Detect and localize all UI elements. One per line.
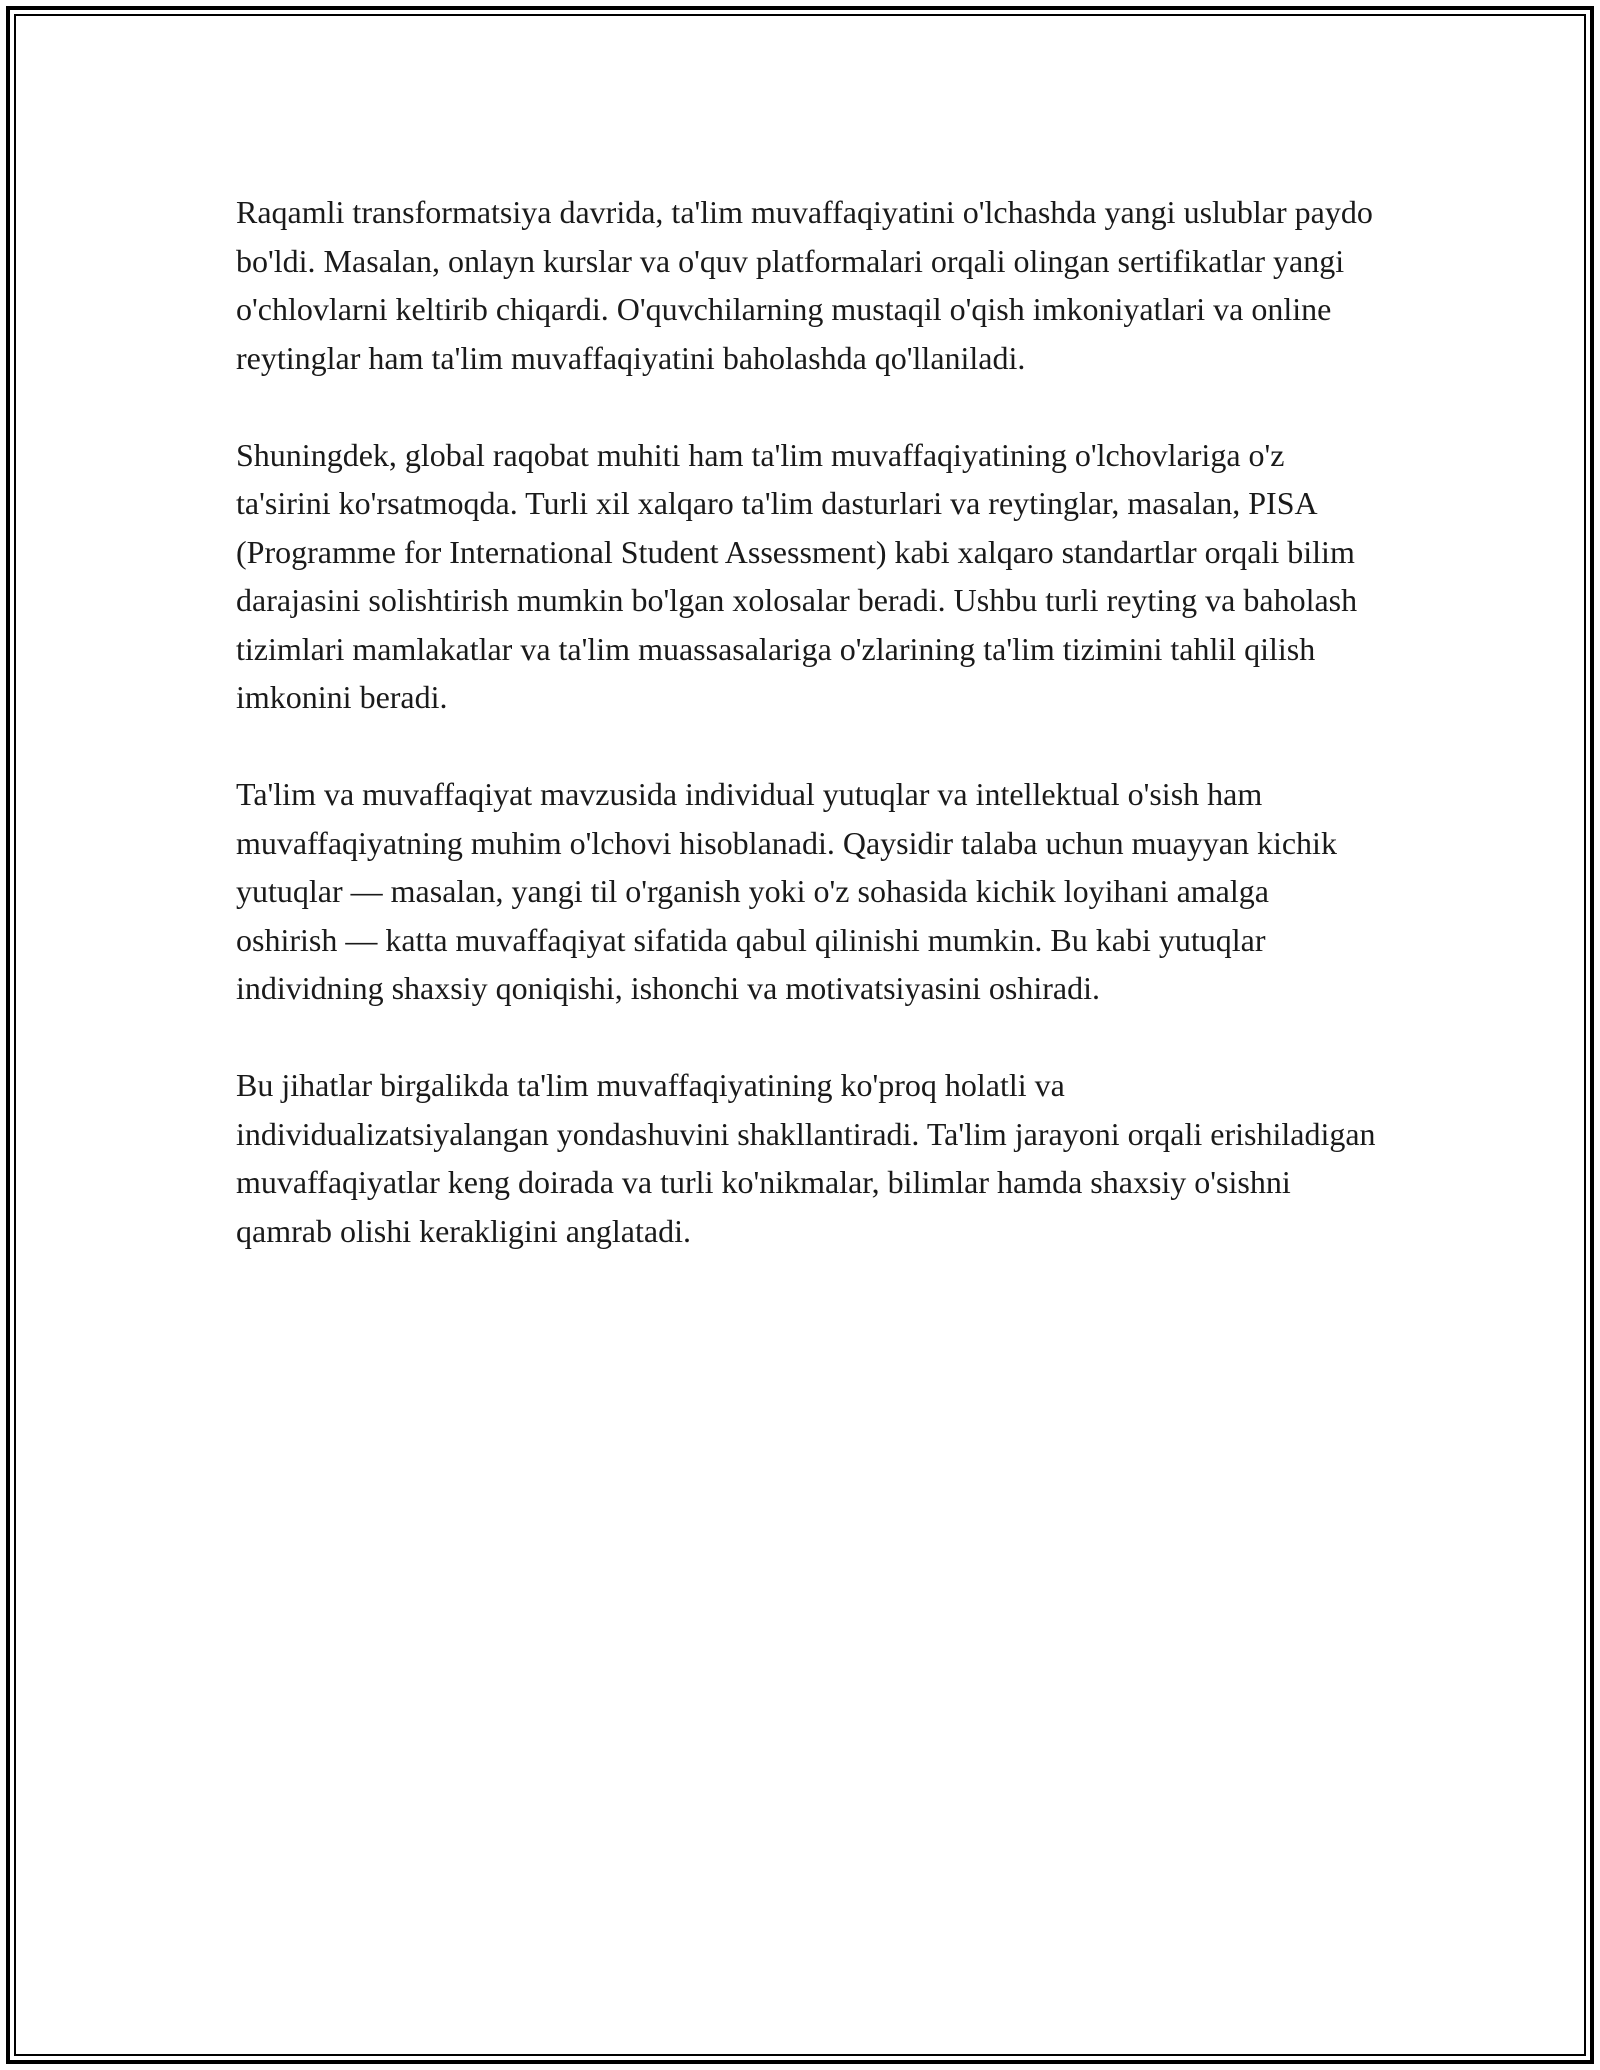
document-body bbox=[236, 188, 1376, 1304]
paragraph: Shuningdek, global raqobat muhiti ham ta'lim muvaffaqiyatining o'lchovlariga o'z ta'sirini ko'rsatmoqda. Turli xil xalqaro ta'lim dasturlari va reytinglar, masalan, PISA (Programme for International Student Assessment) kabi xalqaro standartlar orqali bilim darajasini solishtirish mumkin bo'lgan xolosalar beradi. Ushbu turli reyting va baholash tizimlari mamlakatlar va ta'lim muassasalariga o'zlarining ta'lim tizimini tahlil qilish imkonini beradi. bbox=[236, 436, 1358, 715]
paragraph: Raqamli transformatsiya davrida, ta'lim muvaffaqiyatini o'lchashda yangi uslublar paydo bo'ldi. Masalan, onlayn kurslar va o'quv platformalari orqali olingan sertifikatlar yangi o'chlovlarni keltirib chiqardi. O'quvchilarning mustaqil o'qish imkoniyatlari va online reytinglar ham ta'lim muvaffaqiyatini baholashda qo'llaniladi. bbox=[236, 194, 1373, 376]
paragraph: Ta'lim va muvaffaqiyat mavzusida individual yutuqlar va intellektual o'sish ham muvaffaqiyatning muhim o'lchovi hisoblanadi. Qaysidir talaba uchun muayyan kichik yutuqlar — masalan, yangi til o'rganish yoki o'z sohasida kichik loyihani amalga oshirish — katta muvaffaqiyat sifatida qabul qilinishi mumkin. Bu kabi yutuqlar individning shaxsiy qoniqishi, ishonchi va motivatsiyasini oshiradi. bbox=[236, 776, 1337, 1006]
paragraph: Bu jihatlar birgalikda ta'lim muvaffaqiyatining ko'proq holatli va individualizatsiyalangan yondashuvini shakllantiradi. Ta'lim jarayoni orqali erishiladigan muvaffaqiyatlar keng doirada va turli ko'nikmalar, bilimlar hamda shaxsiy o'sishni qamrab olishi kerakligini anglatadi. bbox=[236, 1067, 1376, 1249]
